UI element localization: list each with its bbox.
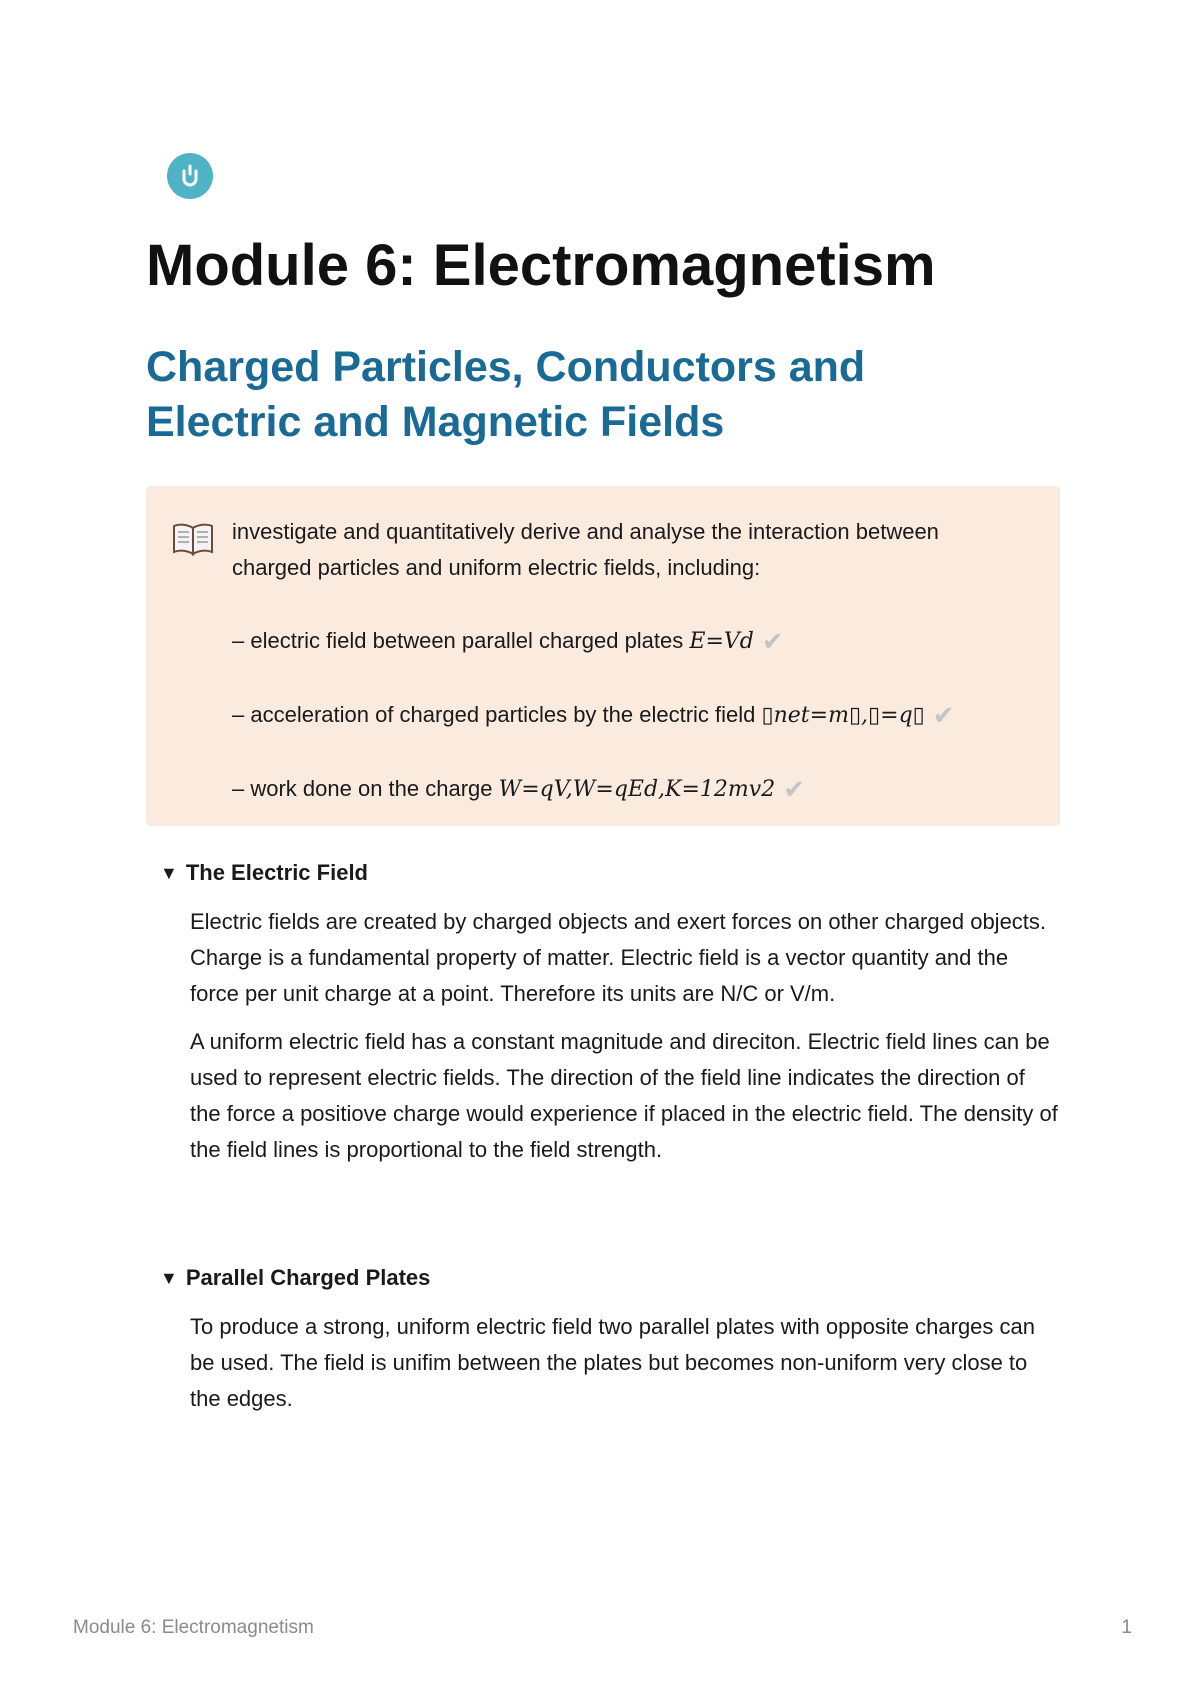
paragraph: Electric fields are created by charged objects and exert forces on other charged objects. Charge is a fundamental property of matter. Electric field is a vector quantity and the force per unit charge at a point. Therefore its units are N/C or V/m. <box>190 909 1047 1006</box>
toggle-arrow-icon[interactable]: ▼ <box>160 863 178 883</box>
paragraph: To produce a strong, uniform electric field two parallel plates with opposite charges can be used. The field is unifim between the plates but becomes non-uniform very close to the edges. <box>190 1314 1036 1411</box>
callout-bullet-work-done: – work done on the charge W=qV,W=qEd,K=12mv2 ✔ <box>232 771 1032 808</box>
toggle-header-parallel-plates[interactable] <box>160 1262 1060 1294</box>
section-heading-line-2: Electric and Magnetic Fields <box>146 398 725 446</box>
toggle-arrow-icon[interactable]: ▼ <box>160 1268 178 1288</box>
callout-body <box>232 514 1032 808</box>
formula-work-done: W=qV,W=qEd,K=12mv2 <box>498 777 776 802</box>
open-book-icon <box>172 522 214 556</box>
callout-intro-line-1: investigate and quantitatively derive and analyse the interaction between <box>232 519 939 544</box>
footer-page-number: 1 <box>1121 1617 1132 1638</box>
page-icon <box>167 153 213 199</box>
toggle-body-parallel-plates <box>190 1309 1060 1417</box>
callout-bullet-acceleration: – acceleration of charged particles by the electric field ▯net=m▯,▯=q▯ ✔ <box>232 697 1032 734</box>
toggle-parallel-plates <box>160 1262 1060 1417</box>
callout-intro <box>232 514 1032 586</box>
callout-bullet-electric-field: – electric field between parallel charged plates E=Vd ✔ <box>232 623 1032 660</box>
notion-page-icon <box>175 161 205 191</box>
toggle-title: Parallel Charged Plates <box>185 1265 431 1290</box>
toggle-body-electric-field <box>190 904 1060 1168</box>
toggle-header-electric-field[interactable] <box>160 857 1060 889</box>
toggle-electric-field <box>160 857 1060 1168</box>
check-mark-icon: ✔ <box>783 774 806 804</box>
footer-title: Module 6: Electromagnetism <box>73 1617 314 1638</box>
check-mark-icon: ✔ <box>932 700 955 730</box>
page-title: Module 6: Electromagnetism <box>146 233 936 298</box>
check-mark-icon: ✔ <box>761 626 784 656</box>
toggle-title: The Electric Field <box>185 860 368 885</box>
formula-electric-field: E=Vd <box>689 629 754 654</box>
callout-intro-line-2: charged particles and uniform electric fields, including: <box>232 555 761 580</box>
formula-acceleration: ▯net=m▯,▯=q▯ <box>761 703 925 728</box>
section-heading <box>146 340 1046 450</box>
syllabus-callout <box>146 486 1060 826</box>
paragraph: A uniform electric field has a constant magnitude and direciton. Electric field lines can be used to represent electric fields. The direction of the field line indicates the direction of the force a positiove charge would experience if placed in the electric field. The density of the field lines is proportional to the field strength. <box>190 1029 1058 1162</box>
section-heading-line-1: Charged Particles, Conductors and <box>146 343 866 391</box>
